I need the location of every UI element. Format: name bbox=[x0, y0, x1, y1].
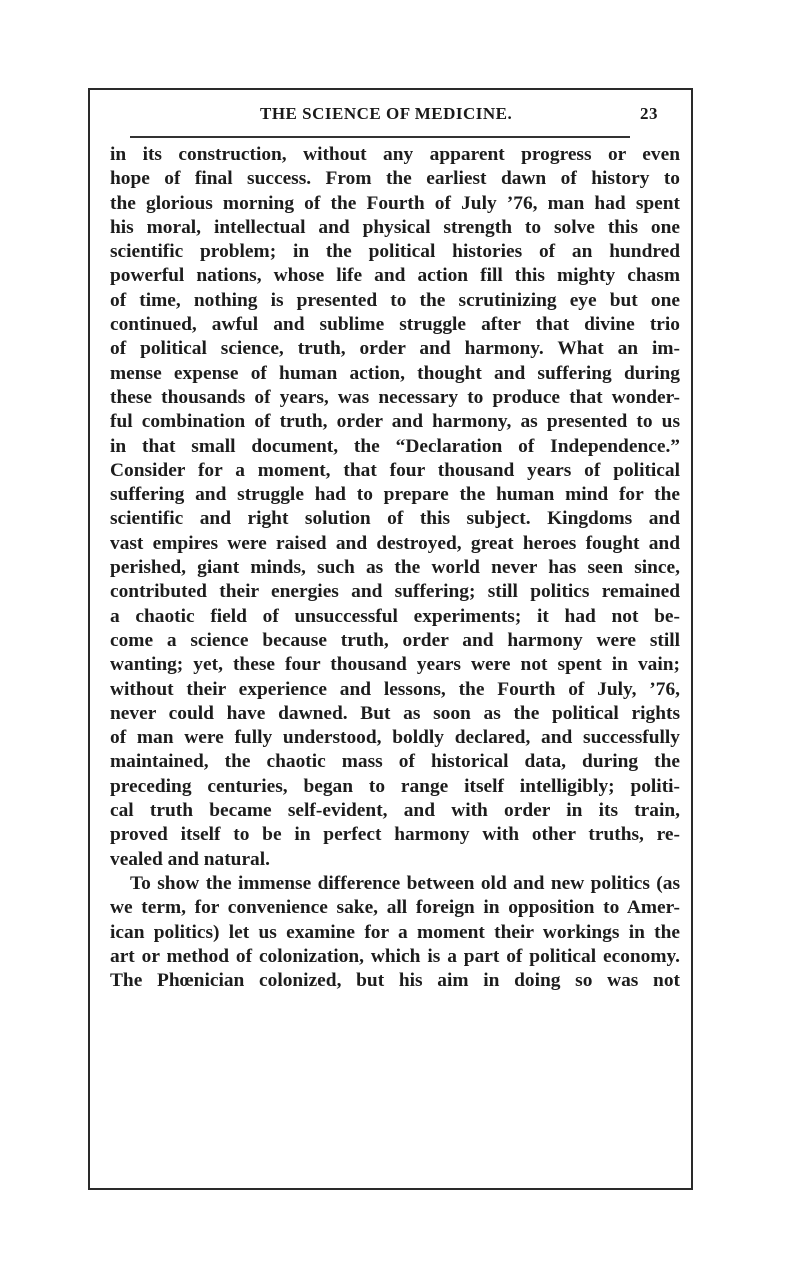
text-line: never could have dawned. But as soon as the political rights bbox=[110, 702, 680, 724]
text-line: proved itself to be in perfect harmony with other truths, re- bbox=[110, 824, 680, 846]
text-line: wanting; yet, these four thousand years were not spent in vain; bbox=[110, 654, 680, 676]
text-line: come a science because truth, order and harmony were still bbox=[110, 629, 680, 651]
text-line: contributed their energies and suffering; still politics remained bbox=[110, 581, 680, 603]
text-line: of political science, truth, order and harmony. What an im- bbox=[110, 338, 680, 360]
text-line: without their experience and lessons, the Fourth of July, ’76, bbox=[110, 678, 680, 700]
text-line: ican politics) let us examine for a moment their workings in the bbox=[110, 921, 680, 943]
text-line: preceding centuries, began to range itself intelligibly; politi- bbox=[110, 775, 680, 797]
text-line: vast empires were raised and destroyed, great heroes fought and bbox=[110, 532, 680, 554]
text-line: ful combination of truth, order and harmony, as presented to us bbox=[110, 411, 680, 433]
text-line: perished, giant minds, such as the world never has seen since, bbox=[110, 557, 680, 579]
body-text bbox=[110, 143, 680, 993]
text-line: To show the immense difference between old and new politics (as bbox=[130, 872, 680, 894]
text-line: cal truth became self-evident, and with order in its train, bbox=[110, 800, 680, 822]
header-rule bbox=[130, 136, 630, 138]
text-line: suffering and struggle had to prepare the human mind for the bbox=[110, 484, 680, 506]
text-line: a chaotic field of unsuccessful experiments; it had not be- bbox=[110, 605, 680, 627]
text-line: art or method of colonization, which is a part of political economy. bbox=[110, 945, 680, 967]
text-line: of time, nothing is presented to the scrutinizing eye but one bbox=[110, 289, 680, 311]
text-line: The Phœnician colonized, but his aim in doing so was not bbox=[110, 970, 680, 992]
text-line: powerful nations, whose life and action fill this mighty chasm bbox=[110, 265, 680, 287]
text-line: in that small document, the “Declaration of Independence.” bbox=[110, 435, 680, 457]
text-line: Consider for a moment, that four thousand years of political bbox=[110, 459, 680, 481]
text-line: these thousands of years, was necessary to produce that wonder- bbox=[110, 386, 680, 408]
text-line: his moral, intellectual and physical strength to solve this one bbox=[110, 216, 680, 238]
text-line: hope of final success. From the earliest dawn of history to bbox=[110, 168, 680, 190]
text-line: maintained, the chaotic mass of historical data, during the bbox=[110, 751, 680, 773]
text-line: of man were fully understood, boldly declared, and successfully bbox=[110, 727, 680, 749]
text-line: scientific problem; in the political histories of an hundred bbox=[110, 241, 680, 263]
text-line: mense expense of human action, thought and suffering during bbox=[110, 362, 680, 384]
text-line: in its construction, without any apparent progress or even bbox=[110, 144, 680, 165]
page-number: 23 bbox=[640, 104, 658, 123]
text-line: we term, for convenience sake, all foreign in opposition to Amer- bbox=[110, 897, 680, 919]
text-line: scientific and right solution of this subject. Kingdoms and bbox=[110, 508, 680, 530]
text-line: the glorious morning of the Fourth of July ’76, man had spent bbox=[110, 192, 680, 214]
page-title: THE SCIENCE OF MEDICINE. bbox=[260, 104, 513, 123]
text-line: continued, awful and sublime struggle after that divine trio bbox=[110, 314, 680, 336]
running-head bbox=[100, 98, 690, 124]
text-line: vealed and natural. bbox=[110, 848, 270, 870]
